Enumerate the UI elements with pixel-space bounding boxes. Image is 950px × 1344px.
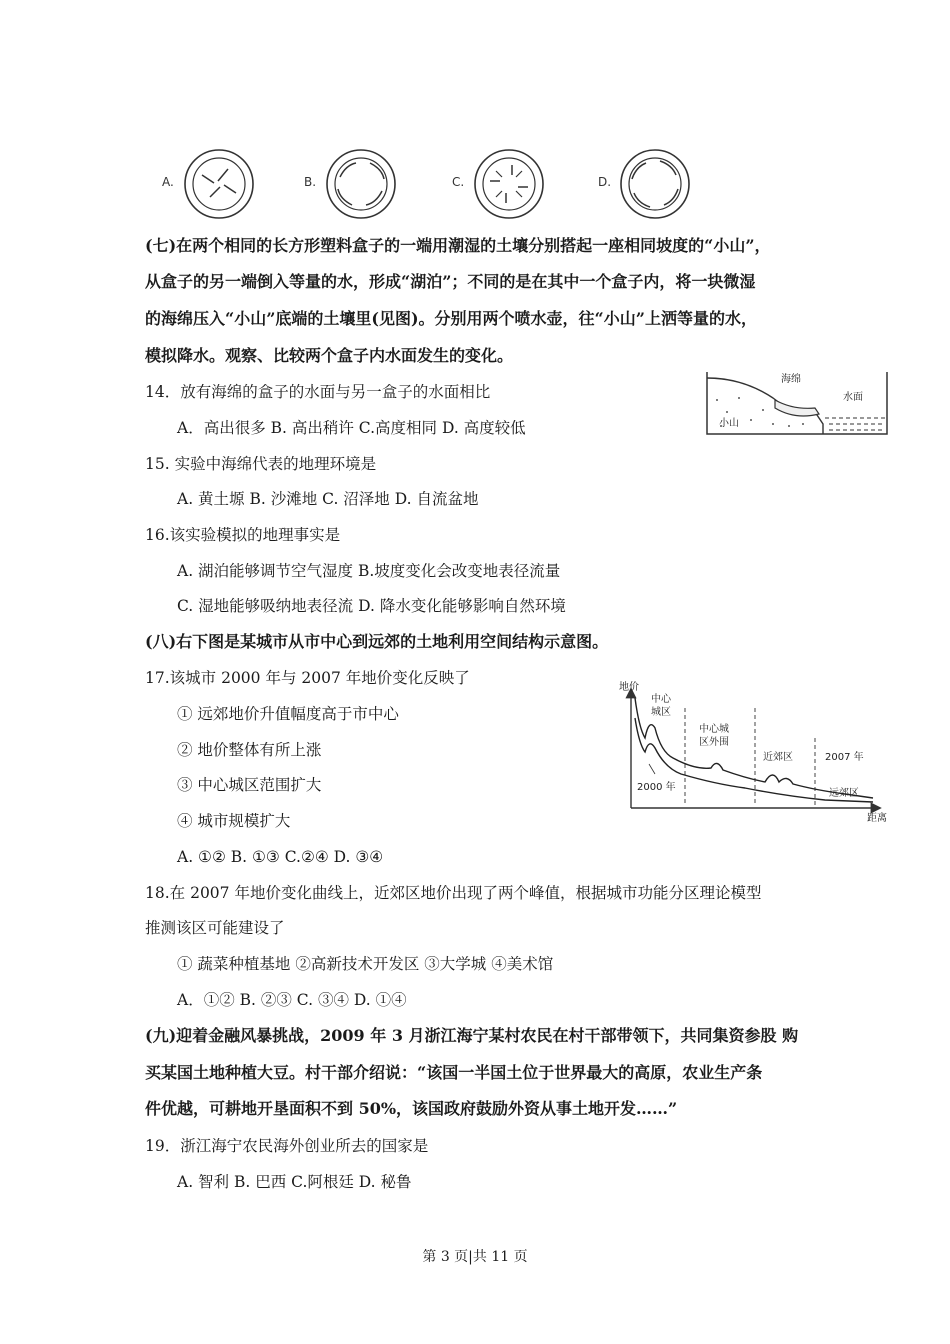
- circle-label-b: B.: [304, 175, 317, 189]
- section8-intro: (八)右下图是某城市从市中心到远郊的土地利用空间结构示意图。: [145, 632, 609, 651]
- circle-label-c: C.: [452, 175, 465, 189]
- zone-exurb: 远郊区: [829, 788, 859, 799]
- zone-center-line2: 城区: [651, 707, 671, 718]
- q14-stem: 14．放有海绵的盒子的水面与另一盒子的水面相比: [145, 383, 491, 401]
- q17-item-4: ④ 城市规模扩大: [177, 812, 291, 830]
- zone-outer-line1: 中心城: [699, 724, 729, 735]
- section7-line-1: (七)在两个相同的长方形塑料盒子的一端用潮湿的土壤分别搭起一座相同坡度的“小山”，: [145, 236, 771, 255]
- zone-outer-line2: 区外围: [699, 737, 729, 748]
- series-2007-label: 2007 年: [825, 752, 864, 763]
- q18-stem-line1: 18.在 2007 年地价变化曲线上，近郊区地价出现了两个峰值，根据城市功能分区理论模型: [145, 884, 762, 902]
- q19-options: A. 智利 B. 巴西 C.阿根廷 D. 秘鲁: [177, 1173, 412, 1191]
- q18-options: A．①② B. ②③ C. ③④ D. ①④: [177, 991, 407, 1009]
- y-axis-label: 地价: [619, 682, 639, 693]
- q18-items: ① 蔬菜种植基地 ②高新技术开发区 ③大学城 ④美术馆: [177, 955, 554, 973]
- series-2000-label: 2000 年: [637, 782, 676, 793]
- circle-diagram-c-icon: [470, 145, 548, 223]
- circle-diagram-a-icon: [180, 145, 258, 223]
- q17-item-1: ① 远郊地价升值幅度高于市中心: [177, 705, 399, 723]
- hill-label: 小山: [719, 418, 739, 429]
- q14-options: A．高出很多 B. 高出稍许 C.高度相同 D. 高度较低: [177, 419, 526, 437]
- circle-diagram-b-icon: [322, 145, 400, 223]
- q15-stem: 15. 实验中海绵代表的地理环境是: [145, 455, 377, 473]
- q17-options: A. ①② B. ①③ C.②④ D. ③④: [177, 848, 384, 866]
- land-price-diagram: [615, 678, 895, 826]
- q19-stem: 19．浙江海宁农民海外创业所去的国家是: [145, 1137, 429, 1155]
- x-axis-label: 距离: [867, 813, 887, 824]
- q15-options: A. 黄土塬 B. 沙滩地 C. 沼泽地 D. 自流盆地: [177, 490, 479, 508]
- section9-line-1: (九)迎着金融风暴挑战，2009 年 3 月浙江海宁某村农民在村干部带领下，共同集资参股 购: [145, 1026, 799, 1045]
- page-footer: 第 3 页|共 11 页: [422, 1249, 528, 1265]
- q16-options-cd: C. 湿地能够吸纳地表径流 D. 降水变化能够影响自然环境: [177, 597, 566, 615]
- q17-item-2: ② 地价整体有所上涨: [177, 741, 322, 759]
- sponge-label: 海绵: [781, 374, 801, 385]
- zone-suburb: 近郊区: [763, 752, 793, 763]
- q16-options-ab: A. 湖泊能够调节空气湿度 B.坡度变化会改变地表径流量: [177, 562, 561, 580]
- section9-line-2: 买某国土地种植大豆。村干部介绍说：“该国一半国土位于世界最大的高原，农业生产条: [145, 1063, 763, 1082]
- section7-line-2: 从盒子的另一端倒入等量的水，形成“湖泊”；不同的是在其中一个盒子内，将一块微湿: [145, 272, 756, 291]
- circle-label-a: A.: [162, 175, 174, 189]
- q16-stem: 16.该实验模拟的地理事实是: [145, 526, 341, 544]
- water-surface-label: 水面: [843, 392, 863, 403]
- section9-line-3: 件优越，可耕地开垦面积不到 50%，该国政府鼓励外资从事土地开发……”: [145, 1099, 678, 1118]
- sponge-experiment-diagram: [703, 368, 891, 438]
- circle-label-d: D.: [598, 175, 612, 189]
- zone-center-line1: 中心: [651, 694, 671, 705]
- circle-diagram-d-icon: [616, 145, 694, 223]
- q17-stem: 17.该城市 2000 年与 2007 年地价变化反映了: [145, 669, 470, 687]
- section7-line-4: 模拟降水。观察、比较两个盒子内水面发生的变化。: [145, 346, 514, 365]
- q18-stem-line2: 推测该区可能建设了: [145, 919, 285, 937]
- q17-item-3: ③ 中心城区范围扩大: [177, 776, 322, 794]
- section7-line-3: 的海绵压入“小山”底端的土壤里(见图)。分别用两个喷水壶，往“小山”上洒等量的水，: [145, 309, 757, 328]
